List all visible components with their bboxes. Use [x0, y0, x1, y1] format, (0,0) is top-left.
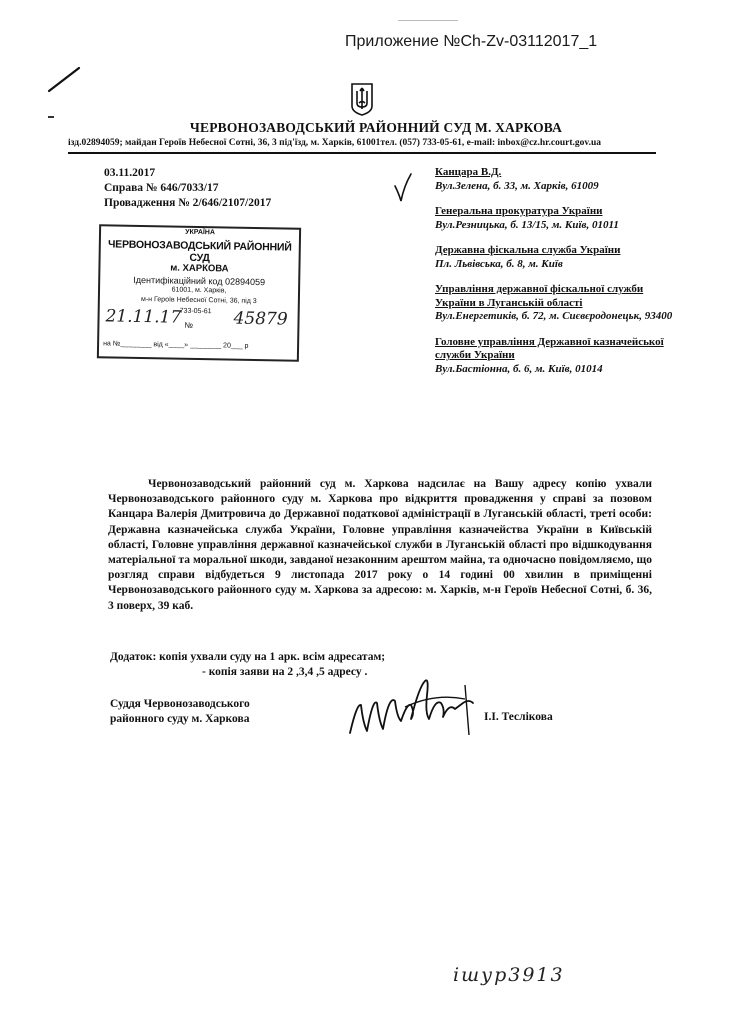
recipient-name: Головне управління Державної казначейської служби України [435, 335, 664, 361]
recipients-list [435, 166, 685, 388]
stamp-handwritten-number: 45879 [233, 308, 288, 330]
registration-stamp [97, 224, 301, 362]
stamp-handwritten-date: 21.11.17 [105, 306, 182, 328]
trident-emblem-icon [349, 82, 375, 116]
recipient-item [435, 283, 685, 324]
handwritten-footnote: iшур3913 [453, 964, 565, 986]
stamp-street: м-н Героїв Небесної Сотні, 36, під 3 [140, 295, 257, 306]
document-meta [104, 166, 271, 211]
recipient-address: Вул.Бастіонна, б. 6, м. Київ, 01014 [435, 362, 603, 375]
stamp-postal: 61001, м. Харків, [171, 286, 227, 295]
court-address-line: ізд.02894059; майдан Героїв Небесної Сотні, 36, 3 під'їзд, м. Харків, 61001тел. (057) 733-05-61, e-mail: inbox@cz.hr.court.gov.ua [68, 138, 602, 148]
stamp-phone: 733-05-61 [179, 307, 212, 316]
stamp-id-code: Ідентифікаційний код 02894059 [133, 274, 266, 288]
recipient-item [435, 166, 685, 193]
check-mark-icon [392, 172, 414, 204]
court-name: ЧЕРВОНОЗАВОДСЬКИЙ РАЙОННИЙ СУД М. ХАРКОВА [189, 120, 563, 135]
attachment-line: - копія заяви на 2 ,3,4 ,5 адресу . [202, 666, 368, 678]
document-date: 03.11.2017 [104, 167, 156, 179]
signatory-title-line: Суддя Червонозаводського [110, 698, 250, 710]
annex-label: Приложение №Ch-Zv-03112017_1 [345, 33, 598, 50]
stamp-court-name: ЧЕРВОНОЗАВОДСЬКИЙ РАЙОННИЙ СУД [107, 238, 292, 265]
recipient-item [435, 336, 685, 377]
pen-mark-icon [45, 64, 85, 94]
recipient-address: Вул.Резницька, б. 13/15, м. Київ, 01011 [435, 218, 619, 231]
scan-artifact-line [398, 20, 458, 21]
signatory-name: І.І. Теслікова [484, 711, 553, 723]
recipient-name: Державна фіскальна служба України [435, 244, 621, 256]
recipient-address: Пл. Львівська, б. 8, м. Київ [435, 257, 563, 270]
recipient-name: Генеральна прокуратура України [435, 205, 603, 217]
attachment-block [110, 650, 385, 680]
recipient-item [435, 205, 685, 232]
recipient-address: Вул.Зелена, б. 33, м. Харків, 61009 [435, 179, 599, 192]
letter-body: Червонозаводський районний суд м. Харкова надсилає на Вашу адресу копію ухвали Червонозаводського районного суду м. Харкова про відкриття провадження у справі за позовом Канцара Валерія Дмитровича до Державної податкової адміністрації в Луганській області, треті особи: Державна казначейська служба України, Головне управління казначейства України в Київській області, Головне управління державної казначейської служби в Луганській області про відшкодування матеріальної та моральної шкоди, завданої незаконним арештом майна, та одночасно повідомляємо, що розгляд справи відбудеться 9 листопада 2017 року о 14 годині 00 хвилин в приміщенні Червонозаводського районного суду м. Харкова за адресою: м. Харків, м-н Героїв Небесної Сотні, б. 36, 3 поверх, 39 каб. [108, 478, 652, 612]
stamp-bottom-line: на №________ від «____» ________ 20___ р [103, 340, 249, 350]
recipient-item [435, 244, 685, 271]
stamp-number-label: № [184, 320, 194, 330]
pen-dot [48, 116, 54, 118]
stamp-country: УКРАЇНА [185, 228, 216, 237]
signatory-title [110, 697, 250, 727]
header-rule [68, 152, 656, 154]
stamp-city: м. ХАРКОВА [170, 262, 229, 275]
signature-icon [345, 673, 480, 743]
recipient-name: Канцара В.Д. [435, 166, 502, 178]
recipient-address: Вул.Енергетиків, б. 72, м. Сиєвєродонецьк, 93400 [435, 310, 673, 322]
case-number: Справа № 646/7033/17 [104, 182, 219, 194]
proceeding-number: Провадження № 2/646/2107/2017 [104, 197, 272, 209]
signatory-title-line: районного суду м. Харкова [110, 713, 250, 725]
recipient-name: Управління державної фіскальної служби України в Луганській області [435, 283, 644, 309]
attachment-line: Додаток: копія ухвали суду на 1 арк. всім адресатам; [110, 651, 386, 663]
